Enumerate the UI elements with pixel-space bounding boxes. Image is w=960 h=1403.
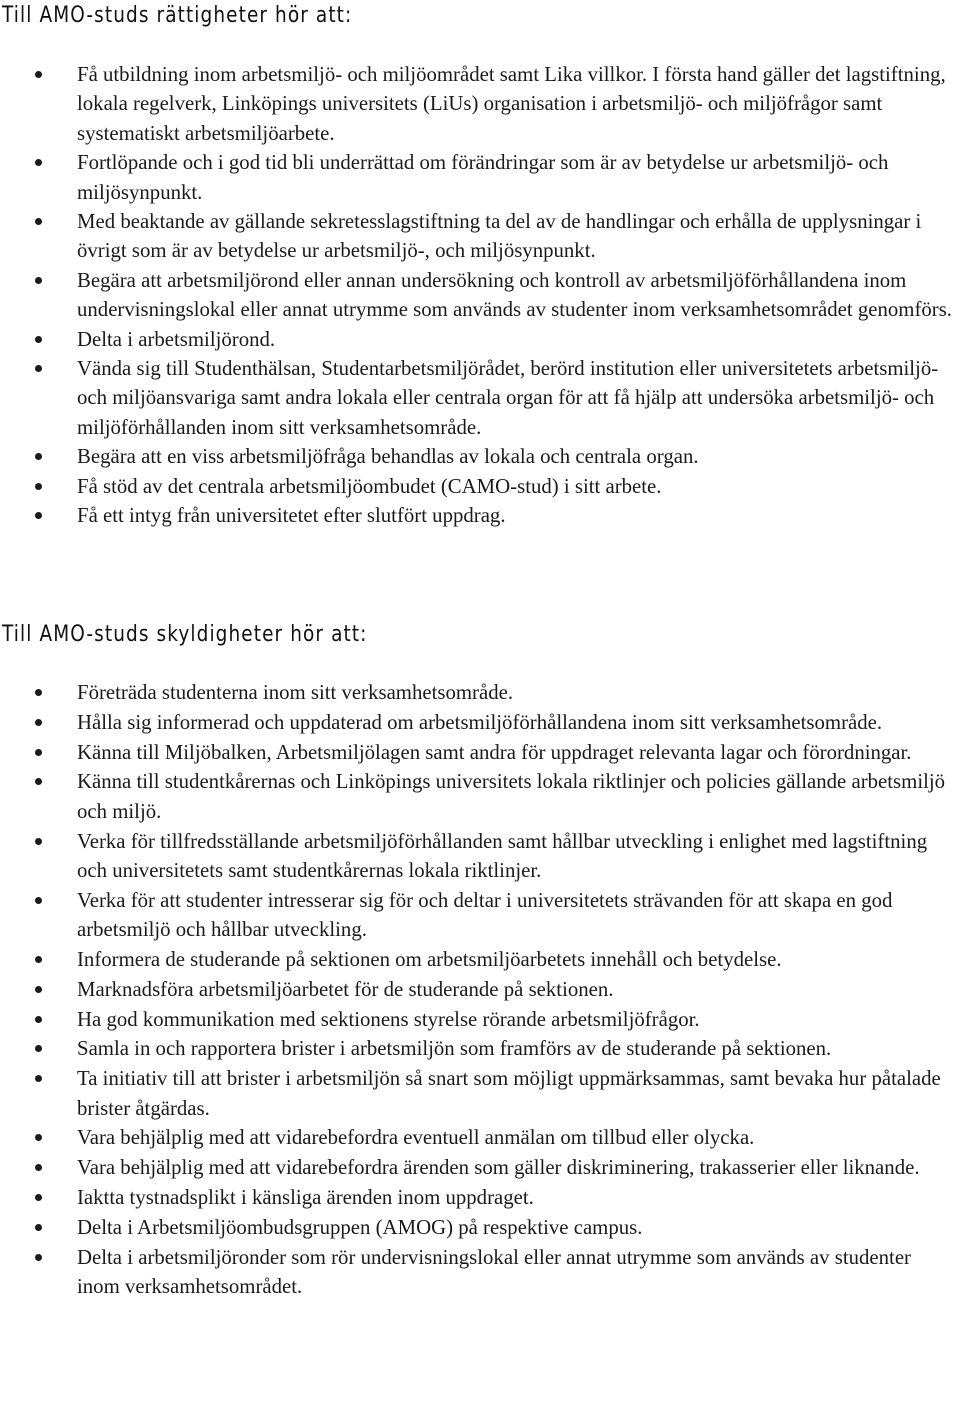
bullet-icon xyxy=(35,218,42,225)
bullet-icon xyxy=(35,512,42,519)
list-item xyxy=(0,1153,960,1182)
duties-list xyxy=(0,678,960,1302)
bullet-icon xyxy=(35,1164,42,1171)
list-item-text: Få stöd av det centrala arbetsmiljöombudet (CAMO-stud) i sitt arbete. xyxy=(77,474,662,498)
bullet-icon xyxy=(35,838,42,845)
list-item xyxy=(0,975,960,1004)
bullet-icon xyxy=(35,1075,42,1082)
bullet-icon xyxy=(35,1224,42,1231)
list-item xyxy=(0,472,960,501)
bullet-icon xyxy=(35,277,42,284)
bullet-icon xyxy=(35,1016,42,1023)
list-item xyxy=(0,1064,960,1123)
list-item xyxy=(0,501,960,530)
list-item xyxy=(0,945,960,974)
rights-heading: Till AMO-studs rättigheter hör att: xyxy=(2,3,353,28)
list-item xyxy=(0,1243,960,1302)
list-item-text: Med beaktande av gällande sekretesslagstiftning ta del av de handlingar och erhålla de upplysningar i övrigt som är av betydelse ur arbetsmiljö-, och miljösynpunkt. xyxy=(77,210,922,263)
rights-list xyxy=(0,60,960,531)
list-item xyxy=(0,1213,960,1242)
list-item-text: Känna till Miljöbalken, Arbetsmiljölagen samt andra för uppdraget relevanta lagar och förordningar. xyxy=(77,740,912,764)
list-item xyxy=(0,886,960,945)
list-item-text: Delta i arbetsmiljörond. xyxy=(77,327,276,351)
list-item xyxy=(0,1123,960,1152)
list-item-text: Begära att en viss arbetsmiljöfråga behandlas av lokala och centrala organ. xyxy=(77,445,699,469)
list-item-text: Ha god kommunikation med sektionens styrelse rörande arbetsmiljöfrågor. xyxy=(77,1007,700,1031)
list-item-text: Ta initiativ till att brister i arbetsmiljön så snart som möjligt uppmärksammas, samt bevaka hur påtalade brister åtgärdas. xyxy=(77,1067,941,1120)
list-item-text: Verka för att studenter intresserar sig för och deltar i universitetets strävanden för att skapa en god arbetsmiljö och hållbar utveckling. xyxy=(77,888,893,942)
bullet-icon xyxy=(35,336,42,343)
list-item xyxy=(0,1005,960,1034)
bullet-icon xyxy=(35,749,42,756)
list-item-text: Verka för tillfredsställande arbetsmiljöförhållanden samt hållbar utveckling i enlighet med lagstiftning och universitetets samt studentkårernas lokala riktlinjer. xyxy=(77,829,928,882)
list-item-text: Företräda studenterna inom sitt verksamhetsområde. xyxy=(77,681,514,704)
bullet-icon xyxy=(35,1254,42,1261)
list-item xyxy=(0,442,960,471)
list-item-text: Få utbildning inom arbetsmiljö- och miljöområdet samt Lika villkor. I första hand gäller det lagstiftning, lokala regelverk, Linköpings universitets (LiUs) organisation i arbetsmiljö- och miljöfrågor samt systematiskt arbetsmiljöarbete. xyxy=(77,63,946,145)
list-item-text: Vända sig till Studenthälsan, Studentarbetsmiljörådet, berörd institution eller universitetets arbetsmiljö- och miljöansvariga samt andra lokala eller centrala organ för att få hjälp att undersöka arbetsmiljö- och miljöförhållanden inom sitt verksamhetsområde. xyxy=(77,357,939,439)
bullet-icon xyxy=(35,897,42,904)
list-item-text: Begära att arbetsmiljörond eller annan undersökning och kontroll av arbetsmiljöförhållandena inom undervisningslokal eller annat utrymme som används av studenter inom verksamhetsområdet genomförs. xyxy=(77,268,952,322)
list-item xyxy=(0,1183,960,1212)
bullet-icon xyxy=(35,365,42,372)
bullet-icon xyxy=(35,1194,42,1201)
bullet-icon xyxy=(35,689,42,696)
bullet-icon xyxy=(35,71,42,78)
bullet-icon xyxy=(35,719,42,726)
list-item xyxy=(0,325,960,354)
duties-heading: Till AMO-studs skyldigheter hör att: xyxy=(2,622,368,647)
list-item-text: Fortlöpande och i god tid bli underrättad om förändringar som är av betydelse ur arbetsmiljö- och miljösynpunkt. xyxy=(77,151,889,204)
list-item-text: Marknadsföra arbetsmiljöarbetet för de studerande på sektionen. xyxy=(77,977,614,1001)
bullet-icon xyxy=(35,1134,42,1141)
list-item xyxy=(0,1034,960,1063)
list-item xyxy=(0,767,960,826)
list-item-text: Informera de studerande på sektionen om arbetsmiljöarbetets innehåll och betydelse. xyxy=(77,948,782,971)
bullet-icon xyxy=(35,483,42,490)
list-item-text: Delta i arbetsmiljöronder som rör undervisningslokal eller annat utrymme som används av studenter inom verksamhetsområdet. xyxy=(77,1245,911,1298)
list-item xyxy=(0,354,960,442)
list-item xyxy=(0,266,960,325)
list-item xyxy=(0,148,960,207)
list-item-text: Delta i Arbetsmiljöombudsgruppen (AMOG) på respektive campus. xyxy=(77,1215,643,1239)
list-item xyxy=(0,708,960,737)
list-item-text: Vara behjälplig med att vidarebefordra ärenden som gäller diskriminering, trakasserier eller liknande. xyxy=(77,1156,920,1180)
list-item xyxy=(0,738,960,767)
bullet-icon xyxy=(35,986,42,993)
list-item xyxy=(0,60,960,148)
list-item xyxy=(0,207,960,266)
bullet-icon xyxy=(35,159,42,166)
bullet-icon xyxy=(35,956,42,963)
bullet-icon xyxy=(35,453,42,460)
list-item xyxy=(0,678,960,707)
bullet-icon xyxy=(35,778,42,785)
list-item-text: Vara behjälplig med att vidarebefordra eventuell anmälan om tillbud eller olycka. xyxy=(77,1126,755,1150)
list-item-text: Känna till studentkårernas och Linköpings universitets lokala riktlinjer och policies gällande arbetsmiljö och miljö. xyxy=(77,770,946,823)
list-item-text: Samla in och rapportera brister i arbetsmiljön som framförs av de studerande på sektionen. xyxy=(77,1037,832,1061)
list-item xyxy=(0,827,960,886)
bullet-icon xyxy=(35,1045,42,1052)
list-item-text: Hålla sig informerad och uppdaterad om arbetsmiljöförhållandena inom sitt verksamhetsområde. xyxy=(77,710,883,734)
list-item-text: Få ett intyg från universitetet efter slutfört uppdrag. xyxy=(77,504,506,528)
list-item-text: Iaktta tystnadsplikt i känsliga ärenden inom uppdraget. xyxy=(77,1185,534,1209)
